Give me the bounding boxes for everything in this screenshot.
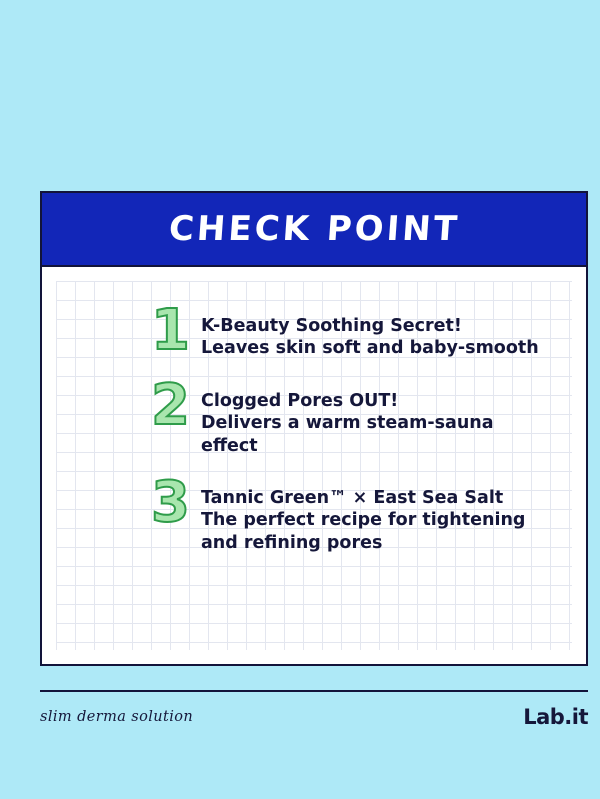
check-point-card (40, 191, 588, 666)
card-body (42, 267, 586, 664)
poster-inner-frame (14, 14, 586, 785)
point-line: Tannic Green™ × East Sea Salt (201, 487, 504, 508)
point-line: Leaves skin soft and baby-smooth (201, 338, 539, 359)
point-number: 2 (151, 372, 190, 438)
footer (40, 700, 588, 734)
point-text (201, 386, 494, 457)
list-item (151, 469, 562, 554)
point-line: Clogged Pores OUT! (201, 390, 399, 411)
point-line: and refining pores (201, 532, 383, 553)
point-line: The perfect recipe for tightening (201, 510, 526, 531)
footer-tagline: slim derma solution (40, 709, 194, 725)
list-item (151, 298, 562, 363)
point-text (201, 311, 539, 360)
point-line: K-Beauty Soothing Secret! (201, 316, 462, 336)
check-point-list (151, 298, 562, 580)
list-item (151, 372, 562, 457)
footer-divider (40, 690, 588, 692)
graph-paper-background (56, 281, 572, 650)
point-line: Delivers a warm steam-sauna (201, 413, 494, 434)
brand-logo: Lab.it (523, 705, 588, 729)
point-number: 1 (151, 298, 190, 363)
page-title: CHECK POINT (167, 209, 461, 249)
point-text (201, 483, 525, 554)
point-line: effect (201, 435, 258, 456)
point-number: 3 (151, 469, 190, 535)
card-header (42, 193, 586, 267)
